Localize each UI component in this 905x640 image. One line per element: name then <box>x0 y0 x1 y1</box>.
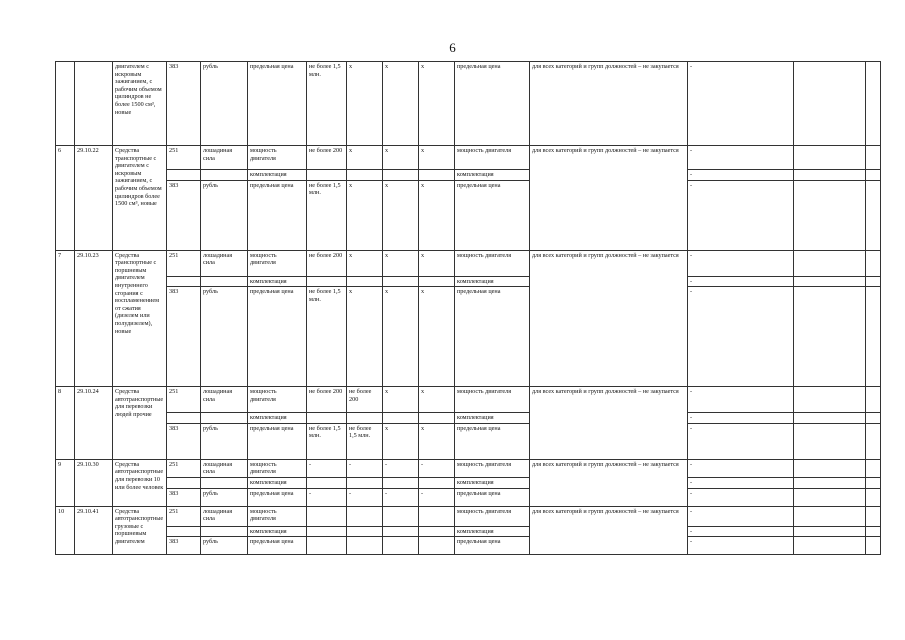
category-c-cell <box>419 477 455 488</box>
indicator-cell: предельная цена <box>455 488 530 506</box>
characteristic-cell: мощность двигателя <box>248 250 307 276</box>
category-c-cell <box>419 526 455 537</box>
category-a-cell: - <box>347 488 383 506</box>
category-a-cell: не более 1,5 млн. <box>347 423 383 459</box>
empty-cell <box>794 526 866 537</box>
characteristic-cell: мощность двигателя <box>248 459 307 477</box>
category-c-cell <box>419 276 455 287</box>
note-cell: для всех категорий и групп должностей – не закупается <box>530 146 688 251</box>
category-b-cell: х <box>383 146 419 170</box>
empty-cell <box>866 537 881 555</box>
empty-cell <box>866 459 881 477</box>
okei-code-cell: 251 <box>167 250 201 276</box>
okei-code-cell <box>167 170 201 181</box>
value-cell: не более 1,5 млн. <box>307 287 347 387</box>
category-a-cell: х <box>347 287 383 387</box>
category-b-cell: х <box>383 387 419 413</box>
empty-cell <box>866 250 881 276</box>
empty-cell <box>866 506 881 526</box>
characteristic-cell: предельная цена <box>248 423 307 459</box>
category-c-cell <box>419 170 455 181</box>
unit-cell <box>201 170 248 181</box>
table-row <box>56 250 881 276</box>
empty-cell <box>794 387 866 413</box>
value-cell: не более 1,5 млн. <box>307 62 347 146</box>
indicator-cell: мощность двигателя <box>455 459 530 477</box>
characteristic-cell: предельная цена <box>248 488 307 506</box>
indicator-cell: мощность двигателя <box>455 387 530 413</box>
note-cell: для всех категорий и групп должностей – не закупается <box>530 506 688 555</box>
value-cell <box>307 276 347 287</box>
unit-cell: лошадиная сила <box>201 459 248 477</box>
indicator-cell: мощность двигателя <box>455 250 530 276</box>
category-a-cell <box>347 506 383 526</box>
category-a-cell: х <box>347 250 383 276</box>
category-b-cell: х <box>383 180 419 250</box>
value-cell <box>307 170 347 181</box>
indicator-cell: мощность двигателя <box>455 506 530 526</box>
category-b-cell: х <box>383 62 419 146</box>
table-row <box>56 387 881 413</box>
category-b-cell: - <box>383 488 419 506</box>
empty-cell <box>866 170 881 181</box>
okei-code-cell: 251 <box>167 506 201 526</box>
justification-cell: - <box>688 526 794 537</box>
category-b-cell <box>383 526 419 537</box>
table-row <box>56 488 881 506</box>
okpd-code-cell <box>75 62 113 146</box>
category-b-cell: х <box>383 287 419 387</box>
okei-code-cell: 251 <box>167 146 201 170</box>
empty-cell <box>794 170 866 181</box>
value-cell: - <box>307 488 347 506</box>
category-a-cell <box>347 537 383 555</box>
category-c-cell <box>419 537 455 555</box>
row-number-cell <box>56 62 75 146</box>
category-c-cell: х <box>419 250 455 276</box>
category-b-cell <box>383 413 419 424</box>
empty-cell <box>794 477 866 488</box>
category-a-cell <box>347 170 383 181</box>
category-a-cell: х <box>347 62 383 146</box>
table-row <box>56 506 881 526</box>
characteristic-cell: предельная цена <box>248 287 307 387</box>
empty-cell <box>866 146 881 170</box>
empty-cell <box>866 413 881 424</box>
unit-cell: лошадиная сила <box>201 146 248 170</box>
okei-code-cell: 251 <box>167 459 201 477</box>
note-cell: для всех категорий и групп должностей – не закупается <box>530 387 688 460</box>
unit-cell: лошадиная сила <box>201 250 248 276</box>
item-name-cell: Средства транспортные с поршневым двигателем внутреннего сгорания с воспламенением от сжатия (дизелем или полудизелем), новые <box>113 250 167 387</box>
category-b-cell <box>383 170 419 181</box>
indicator-cell: предельная цена <box>455 180 530 250</box>
empty-cell <box>794 250 866 276</box>
category-c-cell: - <box>419 488 455 506</box>
empty-cell <box>794 413 866 424</box>
value-cell <box>307 537 347 555</box>
category-a-cell <box>347 477 383 488</box>
okei-code-cell: 383 <box>167 537 201 555</box>
value-cell <box>307 477 347 488</box>
unit-cell: лошадиная сила <box>201 387 248 413</box>
indicator-cell: предельная цена <box>455 537 530 555</box>
justification-cell: - <box>688 62 794 146</box>
justification-cell: - <box>688 250 794 276</box>
okei-code-cell <box>167 276 201 287</box>
item-name-cell: двигателем с искровым зажиганием, с рабочим объемом цилиндров не более 1500 см³, новые <box>113 62 167 146</box>
category-b-cell: х <box>383 250 419 276</box>
unit-cell: лошадиная сила <box>201 506 248 526</box>
category-a-cell: - <box>347 459 383 477</box>
indicator-cell: предельная цена <box>455 62 530 146</box>
row-number-cell: 10 <box>56 506 75 555</box>
empty-cell <box>794 180 866 250</box>
empty-cell <box>794 506 866 526</box>
unit-cell <box>201 477 248 488</box>
justification-cell: - <box>688 180 794 250</box>
okpd-code-cell: 29.10.24 <box>75 387 113 460</box>
characteristic-cell: предельная цена <box>248 180 307 250</box>
item-name-cell: Средства автотранспортные для перевозки людей прочие <box>113 387 167 460</box>
table-row <box>56 276 881 287</box>
row-number-cell: 9 <box>56 459 75 506</box>
characteristic-cell: мощность двигателя <box>248 146 307 170</box>
characteristic-cell: комплектация <box>248 276 307 287</box>
empty-cell <box>794 488 866 506</box>
category-c-cell: х <box>419 423 455 459</box>
empty-cell <box>866 423 881 459</box>
okei-code-cell: 383 <box>167 180 201 250</box>
value-cell: не более 200 <box>307 250 347 276</box>
okei-code-cell: 251 <box>167 387 201 413</box>
justification-cell: - <box>688 423 794 459</box>
characteristic-cell: комплектация <box>248 413 307 424</box>
unit-cell: рубль <box>201 287 248 387</box>
justification-cell: - <box>688 146 794 170</box>
empty-cell <box>794 537 866 555</box>
justification-cell: - <box>688 413 794 424</box>
characteristic-cell: комплектация <box>248 170 307 181</box>
empty-cell <box>866 477 881 488</box>
category-c-cell <box>419 413 455 424</box>
indicator-cell: комплектация <box>455 413 530 424</box>
table-row <box>56 459 881 477</box>
unit-cell <box>201 526 248 537</box>
note-cell: для всех категорий и групп должностей – не закупается <box>530 250 688 387</box>
note-cell: для всех категорий и групп должностей – не закупается <box>530 459 688 506</box>
justification-cell: - <box>688 506 794 526</box>
unit-cell: рубль <box>201 423 248 459</box>
table-row <box>56 413 881 424</box>
okei-code-cell: 383 <box>167 488 201 506</box>
value-cell <box>307 526 347 537</box>
category-a-cell <box>347 526 383 537</box>
indicator-cell: комплектация <box>455 276 530 287</box>
empty-cell <box>866 180 881 250</box>
okei-code-cell: 383 <box>167 423 201 459</box>
empty-cell <box>794 459 866 477</box>
item-name-cell: Средства автотранспортные грузовые с поршневым двигателем <box>113 506 167 555</box>
unit-cell: рубль <box>201 180 248 250</box>
unit-cell: рубль <box>201 537 248 555</box>
row-number-cell: 8 <box>56 387 75 460</box>
table-row <box>56 537 881 555</box>
justification-cell: - <box>688 477 794 488</box>
row-number-cell: 7 <box>56 250 75 387</box>
characteristic-cell: комплектация <box>248 526 307 537</box>
empty-cell <box>794 276 866 287</box>
okei-code-cell <box>167 526 201 537</box>
indicator-cell: комплектация <box>455 170 530 181</box>
table-row <box>56 287 881 387</box>
justification-cell: - <box>688 459 794 477</box>
table-row <box>56 423 881 459</box>
okpd-code-cell: 29.10.41 <box>75 506 113 555</box>
category-c-cell: х <box>419 180 455 250</box>
category-a-cell <box>347 276 383 287</box>
value-cell: не более 200 <box>307 387 347 413</box>
item-name-cell: Средства транспортные с двигателем с искровым зажиганием, с рабочим объемом цилиндров более 1500 см³, новые <box>113 146 167 251</box>
table-row <box>56 180 881 250</box>
empty-cell <box>866 276 881 287</box>
category-b-cell <box>383 276 419 287</box>
okei-code-cell <box>167 413 201 424</box>
okpd-code-cell: 29.10.23 <box>75 250 113 387</box>
category-b-cell <box>383 477 419 488</box>
okei-code-cell: 383 <box>167 62 201 146</box>
row-number-cell: 6 <box>56 146 75 251</box>
category-c-cell: х <box>419 287 455 387</box>
category-b-cell <box>383 506 419 526</box>
table-row <box>56 477 881 488</box>
characteristic-cell: мощность двигателя <box>248 506 307 526</box>
empty-cell <box>866 488 881 506</box>
indicator-cell: мощность двигателя <box>455 146 530 170</box>
justification-cell: - <box>688 387 794 413</box>
category-b-cell: х <box>383 423 419 459</box>
characteristic-cell: предельная цена <box>248 537 307 555</box>
value-cell: не более 200 <box>307 146 347 170</box>
justification-cell: - <box>688 276 794 287</box>
empty-cell <box>794 146 866 170</box>
indicator-cell: комплектация <box>455 477 530 488</box>
value-cell: не более 1,5 млн. <box>307 180 347 250</box>
characteristic-cell: мощность двигателя <box>248 387 307 413</box>
unit-cell: рубль <box>201 488 248 506</box>
category-c-cell: х <box>419 62 455 146</box>
empty-cell <box>866 387 881 413</box>
category-c-cell <box>419 506 455 526</box>
empty-cell <box>794 287 866 387</box>
category-c-cell: - <box>419 459 455 477</box>
okei-code-cell <box>167 477 201 488</box>
okpd-code-cell: 29.10.30 <box>75 459 113 506</box>
value-cell: - <box>307 459 347 477</box>
table-row <box>56 526 881 537</box>
okpd-code-cell: 29.10.22 <box>75 146 113 251</box>
unit-cell <box>201 413 248 424</box>
characteristic-cell: комплектация <box>248 477 307 488</box>
page-number: 6 <box>449 40 456 55</box>
table-row <box>56 62 881 146</box>
value-cell <box>307 506 347 526</box>
category-b-cell <box>383 537 419 555</box>
indicator-cell: предельная цена <box>455 423 530 459</box>
okei-code-cell: 383 <box>167 287 201 387</box>
empty-cell <box>866 287 881 387</box>
category-c-cell: х <box>419 387 455 413</box>
value-cell <box>307 413 347 424</box>
category-c-cell: х <box>419 146 455 170</box>
empty-cell <box>866 526 881 537</box>
characteristic-cell: предельная цена <box>248 62 307 146</box>
item-name-cell: Средства автотранспортные для перевозки 10 или более человек <box>113 459 167 506</box>
category-a-cell: х <box>347 146 383 170</box>
value-cell: не более 1,5 млн. <box>307 423 347 459</box>
category-b-cell: - <box>383 459 419 477</box>
category-a-cell: х <box>347 180 383 250</box>
unit-cell <box>201 276 248 287</box>
indicator-cell: комплектация <box>455 526 530 537</box>
table-row <box>56 146 881 170</box>
indicator-cell: предельная цена <box>455 287 530 387</box>
empty-cell <box>866 62 881 146</box>
unit-cell: рубль <box>201 62 248 146</box>
justification-cell: - <box>688 488 794 506</box>
table-row <box>56 170 881 181</box>
note-cell: для всех категорий и групп должностей – не закупается <box>530 62 688 146</box>
empty-cell <box>794 423 866 459</box>
requirements-table <box>55 61 881 555</box>
category-a-cell: не более 200 <box>347 387 383 413</box>
empty-cell <box>794 62 866 146</box>
justification-cell: - <box>688 287 794 387</box>
category-a-cell <box>347 413 383 424</box>
justification-cell: - <box>688 170 794 181</box>
justification-cell: - <box>688 537 794 555</box>
